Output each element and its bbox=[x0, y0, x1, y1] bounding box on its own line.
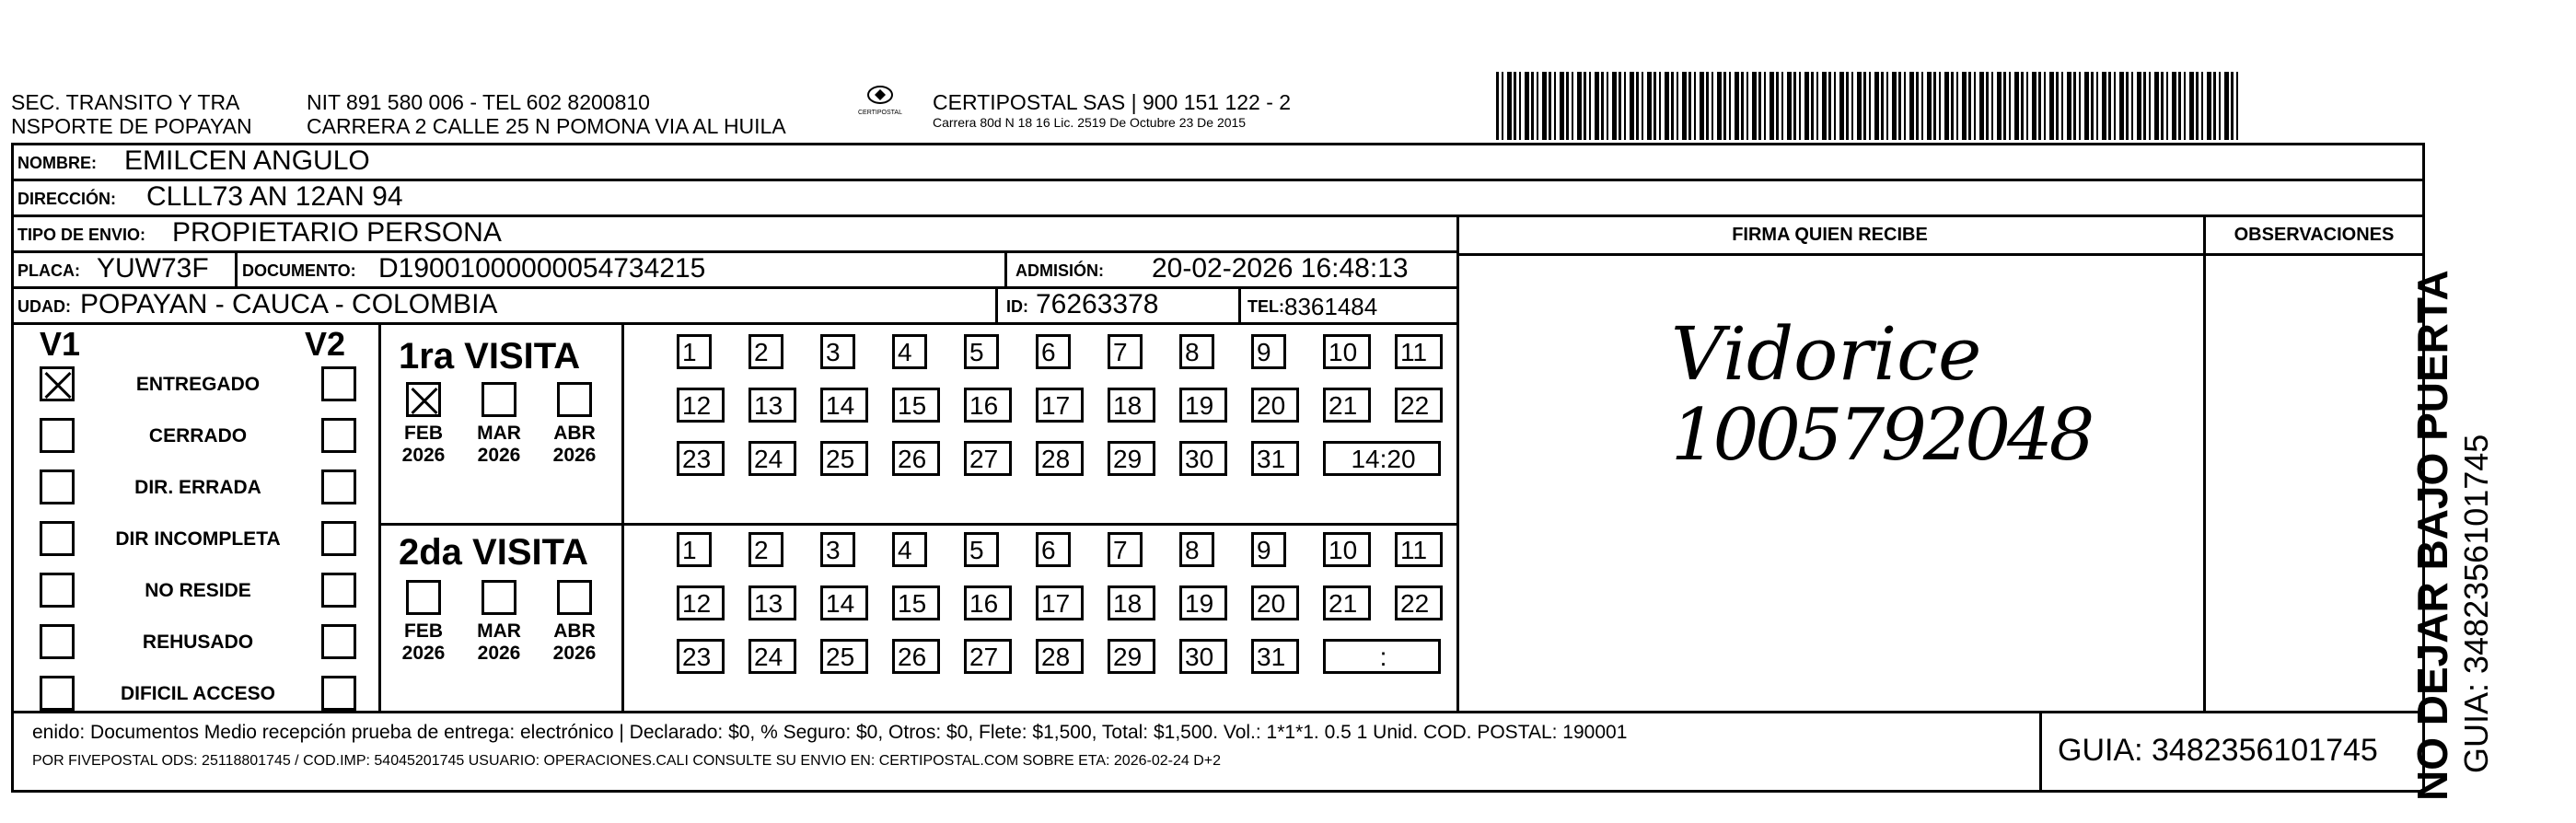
footer-line1: enido: Documentos Medio recepción prueba de entrega: electrónico | Declarado: $0, % Seguro: $0, Otros: $0, Flete: $1,500, Total: $1,500. Vol.: 1*1*1. 0.5 1 Unid. COD. POSTAL: 190001 bbox=[32, 722, 1628, 743]
day-box[interactable]: 24 bbox=[748, 639, 796, 674]
day-box[interactable]: 4 bbox=[892, 334, 927, 369]
day-box[interactable]: 28 bbox=[1036, 441, 1084, 476]
tel-label: TEL: bbox=[1247, 297, 1284, 316]
day-box[interactable]: 25 bbox=[820, 441, 868, 476]
v1-checkbox[interactable] bbox=[40, 573, 75, 608]
month-checkbox[interactable] bbox=[557, 382, 592, 417]
v1-checkbox[interactable] bbox=[40, 676, 75, 711]
reason-label: NO RESIDE bbox=[145, 580, 251, 601]
documento-value: D19001000000054734215 bbox=[378, 253, 706, 284]
month-checkbox[interactable] bbox=[406, 580, 441, 615]
day-box[interactable]: 27 bbox=[964, 441, 1012, 476]
day-box[interactable]: 3 bbox=[820, 334, 855, 369]
second-visit-label: 2da VISITA bbox=[399, 532, 588, 573]
v1-label: V1 bbox=[40, 325, 81, 363]
day-box[interactable]: 15 bbox=[892, 388, 940, 423]
sender-nit-line2: CARRERA 2 CALLE 25 N POMONA VIA AL HUILA bbox=[307, 114, 786, 138]
v2-checkbox[interactable] bbox=[321, 624, 356, 659]
delivery-form bbox=[11, 143, 2425, 793]
sender-nit bbox=[307, 90, 786, 138]
tipo-label: TIPO DE ENVIO: bbox=[17, 226, 146, 244]
day-box[interactable]: 22 bbox=[1395, 388, 1443, 423]
footer-guia: GUIA: 3482356101745 bbox=[2058, 733, 2378, 768]
admision-label: ADMISIÓN: bbox=[1015, 261, 1104, 280]
day-box[interactable]: 5 bbox=[964, 334, 999, 369]
month-year: 2026 bbox=[552, 643, 597, 664]
month-column bbox=[546, 620, 603, 665]
day-box[interactable]: 8 bbox=[1179, 334, 1214, 369]
day-box[interactable]: 2 bbox=[748, 532, 783, 567]
firma-label: FIRMA QUIEN RECIBE bbox=[1732, 225, 1928, 245]
day-box[interactable]: 1 bbox=[677, 334, 712, 369]
sender-org-line2: NSPORTE DE POPAYAN bbox=[11, 114, 252, 138]
row-placa bbox=[14, 253, 1456, 289]
side-warning: NO DEJAR BAJO PUERTA bbox=[2408, 270, 2456, 801]
v2-checkbox[interactable] bbox=[321, 418, 356, 453]
ciudad-value: POPAYAN - CAUCA - COLOMBIA bbox=[80, 289, 498, 319]
signature-number: 1005792048 bbox=[1671, 394, 2092, 477]
day-box[interactable]: 12 bbox=[677, 585, 725, 620]
signature-name: Vidorice bbox=[1671, 311, 1982, 397]
day-box[interactable]: 13 bbox=[748, 585, 796, 620]
day-box[interactable]: 29 bbox=[1108, 639, 1155, 674]
day-box[interactable]: 14 bbox=[820, 388, 868, 423]
ciudad-label: UDAD: bbox=[17, 297, 71, 316]
day-box[interactable]: 8 bbox=[1179, 532, 1214, 567]
logo-icon bbox=[866, 85, 894, 105]
direccion-label: DIRECCIÓN: bbox=[17, 190, 116, 208]
v1-checkbox[interactable] bbox=[40, 418, 75, 453]
v1-checkbox[interactable] bbox=[40, 366, 75, 401]
day-box[interactable]: 24 bbox=[748, 441, 796, 476]
day-box[interactable]: 30 bbox=[1179, 441, 1227, 476]
direccion-value: CLLL73 AN 12AN 94 bbox=[146, 181, 403, 212]
tipo-value: PROPIETARIO PERSONA bbox=[172, 217, 502, 248]
day-box[interactable]: 17 bbox=[1036, 585, 1084, 620]
reason-label: CERRADO bbox=[148, 425, 248, 446]
sender-org-line1: SEC. TRANSITO Y TRA bbox=[11, 90, 240, 114]
day-box[interactable]: 20 bbox=[1251, 585, 1299, 620]
courier-line1: CERTIPOSTAL SAS | 900 151 122 - 2 bbox=[933, 90, 1292, 114]
month-label: FEB bbox=[404, 423, 443, 444]
courier-line2: Carrera 80d N 18 16 Lic. 2519 De Octubre 23 De 2015 bbox=[933, 115, 1247, 130]
logo-text: CERTIPOSTAL bbox=[858, 110, 902, 116]
day-box[interactable]: 7 bbox=[1108, 334, 1143, 369]
day-box[interactable]: 2 bbox=[748, 334, 783, 369]
day-box[interactable]: 31 bbox=[1251, 441, 1299, 476]
day-box[interactable]: 7 bbox=[1108, 532, 1143, 567]
day-box[interactable]: 18 bbox=[1108, 388, 1155, 423]
v2-checkbox[interactable] bbox=[321, 573, 356, 608]
month-column bbox=[395, 620, 452, 665]
month-checkbox[interactable] bbox=[482, 580, 516, 615]
month-year: 2026 bbox=[477, 643, 521, 664]
day-box[interactable]: 25 bbox=[820, 639, 868, 674]
month-label: ABR bbox=[553, 423, 596, 444]
day-box[interactable]: 31 bbox=[1251, 639, 1299, 674]
id-label: ID: bbox=[1006, 297, 1028, 316]
month-year: 2026 bbox=[401, 445, 446, 466]
month-year: 2026 bbox=[552, 445, 597, 466]
day-box[interactable]: 21 bbox=[1323, 585, 1371, 620]
day-box[interactable]: 23 bbox=[677, 441, 725, 476]
reason-label: REHUSADO bbox=[142, 632, 254, 653]
day-box[interactable]: 13 bbox=[748, 388, 796, 423]
day-box[interactable]: 26 bbox=[892, 441, 940, 476]
day-box[interactable]: 15 bbox=[892, 585, 940, 620]
day-box[interactable]: 6 bbox=[1036, 532, 1071, 567]
day-box[interactable]: 1 bbox=[677, 532, 712, 567]
placa-label: PLACA: bbox=[17, 261, 80, 280]
time-box[interactable]: : bbox=[1323, 639, 1441, 674]
day-box[interactable]: 12 bbox=[677, 388, 725, 423]
documento-label: DOCUMENTO: bbox=[242, 261, 356, 280]
day-box[interactable]: 19 bbox=[1179, 585, 1227, 620]
month-column bbox=[470, 423, 528, 467]
v1-checkbox[interactable] bbox=[40, 469, 75, 504]
reason-label: DIR. ERRADA bbox=[134, 477, 261, 498]
reason-label: DIR INCOMPLETA bbox=[115, 528, 281, 550]
day-box[interactable]: 10 bbox=[1323, 532, 1371, 567]
day-box[interactable]: 17 bbox=[1036, 388, 1084, 423]
day-box[interactable]: 5 bbox=[964, 532, 999, 567]
footer-line2: POR FIVEPOSTAL ODS: 25118801745 / COD.IMP: 54045201745 USUARIO: OPERACIONES.CALI CONSULTE SU ENVIO EN: CERTIPOSTAL.COM SOBRE ETA: 2026-02-24 D+2 bbox=[32, 753, 1221, 769]
day-box[interactable]: 23 bbox=[677, 639, 725, 674]
day-box[interactable]: 9 bbox=[1251, 334, 1286, 369]
v1-checkbox[interactable] bbox=[40, 624, 75, 659]
barcode bbox=[1496, 72, 2242, 140]
day-box[interactable]: 22 bbox=[1395, 585, 1443, 620]
month-label: MAR bbox=[477, 423, 521, 444]
day-box[interactable]: 20 bbox=[1251, 388, 1299, 423]
day-box[interactable]: 18 bbox=[1108, 585, 1155, 620]
id-value: 76263378 bbox=[1036, 289, 1159, 319]
v2-checkbox[interactable] bbox=[321, 521, 356, 556]
day-box[interactable]: 21 bbox=[1323, 388, 1371, 423]
tel-value: 8361484 bbox=[1284, 293, 1378, 320]
admision-value: 20-02-2026 16:48:13 bbox=[1152, 253, 1409, 284]
day-box[interactable]: 10 bbox=[1323, 334, 1371, 369]
day-box[interactable]: 29 bbox=[1108, 441, 1155, 476]
month-label: MAR bbox=[477, 620, 521, 642]
reason-label: DIFICIL ACCESO bbox=[120, 683, 275, 704]
day-box[interactable]: 4 bbox=[892, 532, 927, 567]
v2-checkbox[interactable] bbox=[321, 676, 356, 711]
month-checkbox[interactable] bbox=[482, 382, 516, 417]
time-box[interactable]: 14:20 bbox=[1323, 441, 1441, 476]
day-box[interactable]: 9 bbox=[1251, 532, 1286, 567]
month-column bbox=[395, 423, 452, 467]
sender-nit-line1: NIT 891 580 006 - TEL 602 8200810 bbox=[307, 90, 650, 114]
row-nombre bbox=[14, 145, 2422, 181]
company-logo bbox=[854, 85, 906, 116]
nombre-label: NOMBRE: bbox=[17, 154, 97, 172]
v2-checkbox[interactable] bbox=[321, 469, 356, 504]
courier-info bbox=[933, 90, 1291, 131]
month-column bbox=[470, 620, 528, 665]
day-box[interactable]: 11 bbox=[1395, 334, 1443, 369]
month-year: 2026 bbox=[477, 445, 521, 466]
month-year: 2026 bbox=[401, 643, 446, 664]
v2-label: V2 bbox=[305, 325, 346, 363]
day-box[interactable]: 16 bbox=[964, 585, 1012, 620]
day-box[interactable]: 27 bbox=[964, 639, 1012, 674]
day-box[interactable]: 19 bbox=[1179, 388, 1227, 423]
row-tipo bbox=[14, 217, 1456, 253]
observaciones-label: OBSERVACIONES bbox=[2234, 225, 2395, 245]
side-vertical-text bbox=[2408, 270, 2496, 801]
month-label: FEB bbox=[404, 620, 443, 642]
first-visit-label: 1ra VISITA bbox=[399, 336, 581, 377]
day-box[interactable]: 28 bbox=[1036, 639, 1084, 674]
day-box[interactable]: 26 bbox=[892, 639, 940, 674]
v1-checkbox[interactable] bbox=[40, 521, 75, 556]
month-column bbox=[546, 423, 603, 467]
v2-checkbox[interactable] bbox=[321, 366, 356, 401]
day-box[interactable]: 6 bbox=[1036, 334, 1071, 369]
row-ciudad bbox=[14, 289, 1456, 325]
day-box[interactable]: 3 bbox=[820, 532, 855, 567]
month-label: ABR bbox=[553, 620, 596, 642]
month-checkbox[interactable] bbox=[557, 580, 592, 615]
row-direccion bbox=[14, 181, 2422, 217]
day-box[interactable]: 30 bbox=[1179, 639, 1227, 674]
sender-org bbox=[11, 90, 252, 138]
reason-label: ENTREGADO bbox=[135, 374, 261, 395]
day-box[interactable]: 11 bbox=[1395, 532, 1443, 567]
side-guia: GUIA: 3482356101745 bbox=[2457, 434, 2495, 773]
month-checkbox[interactable] bbox=[406, 382, 441, 417]
day-box[interactable]: 16 bbox=[964, 388, 1012, 423]
nombre-value: EMILCEN ANGULO bbox=[124, 145, 370, 176]
day-box[interactable]: 14 bbox=[820, 585, 868, 620]
placa-value: YUW73F bbox=[97, 253, 209, 284]
